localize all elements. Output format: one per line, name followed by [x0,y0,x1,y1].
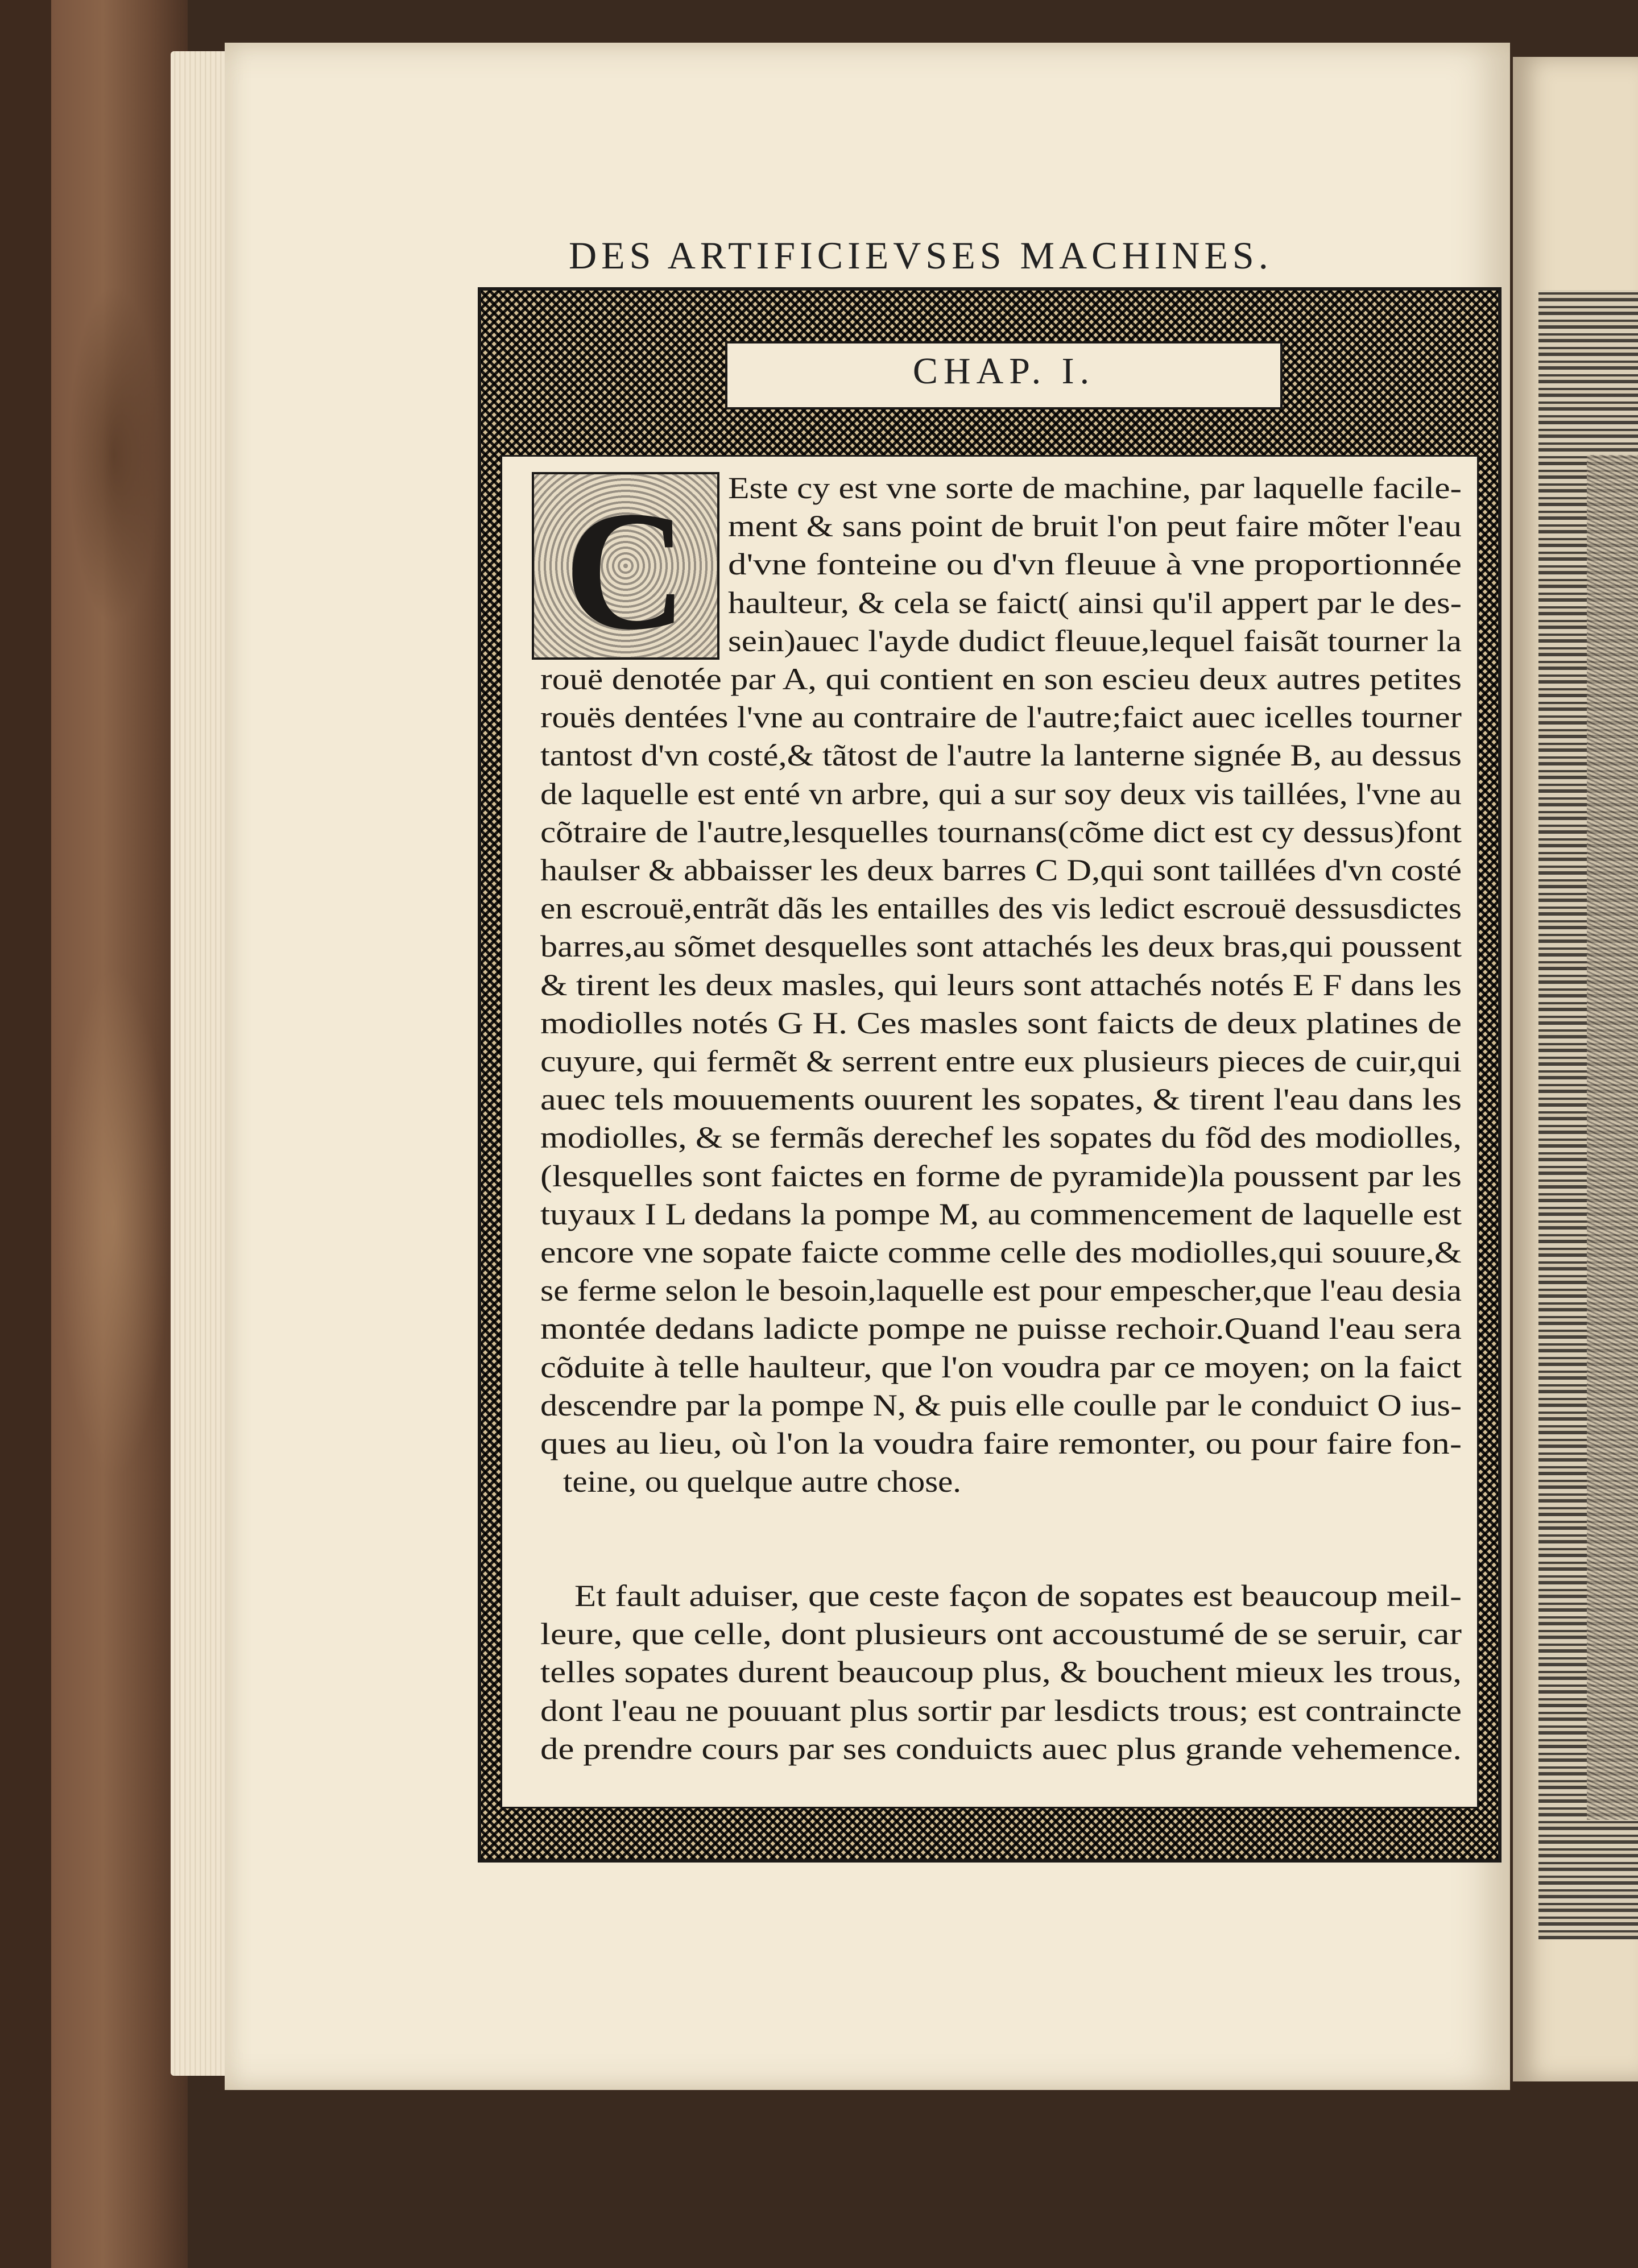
text-line: auec tels mouuements ouurent les sopates, & tirent l'eau dans les [540,1082,1462,1117]
text-line: rouës dentées l'vne au contraire de l'autre;faict auec icelles tourner [540,700,1462,735]
text-line: de laquelle est enté vn arbre, qui a sur soy deux vis taillées, l'vne au [540,776,1462,811]
text-line: modiolles, & se fermãs derechef les sopates du fõd des modiolles, [540,1120,1462,1155]
text-line: sein)auec l'ayde dudict fleuue,lequel faisãt tourner la [728,623,1462,658]
text-line: se ferme selon le besoin,laquelle est pour empescher,que l'eau desia [540,1273,1462,1308]
text-line: leure, que celle, dont plusieurs ont accoustumé de se seruir, car [540,1617,1462,1652]
text-line: haulteur, & cela se faict( ainsi qu'il appert par le des- [728,585,1462,620]
text-line: tantost d'vn costé,& tãtost de l'autre la lanterne signée B, au dessus [540,738,1462,773]
text-line: cõtraire de l'autre,lesquelles tournans(cõme dict est cy dessus)font [540,814,1462,849]
text-line: d'vne fonteine ou d'vn fleuue à vne proportionnée [728,547,1462,582]
running-title: DES ARTIFICIEVSES MACHINES. [569,234,1273,277]
text-line: Et fault aduiser, que ceste façon de sopates est beaucoup meil- [574,1579,1462,1613]
text-line: cõduite à telle haulteur, que l'on voudra par ce moyen; on la faict [540,1350,1462,1384]
text-line: montée dedans ladicte pompe ne puisse rechoir.Quand l'eau sera [540,1311,1462,1346]
text-line: en escrouë,entrãt dãs les entailles des vis ledict escrouë dessusdictes [540,891,1462,926]
text-line: descendre par la pompe N, & puis elle coulle par le conduict O ius- [540,1388,1462,1422]
cover-edge [0,0,51,2268]
text-line: teine, ou quelque autre chose. [563,1464,961,1499]
decorated-initial [532,472,719,660]
text-line: ment & sans point de bruit l'on peut faire mõter l'eau [728,509,1462,544]
text-line: Este cy est vne sorte de machine, par laquelle facile- [728,471,1462,505]
cover-shadow [68,284,159,626]
text-line: telles sopates durent beaucoup plus, & bouchent mieux les trous, [540,1655,1462,1690]
text-line: ques au lieu, où l'on la voudra faire remonter, ou pour faire fon- [540,1426,1462,1460]
text-line: encore vne sopate faicte comme celle des modiolles,qui souure,& [540,1235,1462,1269]
text-line: (lesquelles sont faictes en forme de pyramide)la poussent par les [540,1158,1462,1193]
text-line: modiolles notés G H. Ces masles sont faicts de deux platines de [540,1005,1462,1040]
text-line: dont l'eau ne pouuant plus sortir par lesdicts trous; est contraincte [540,1693,1462,1728]
text-line: de prendre cours par ses conduicts auec plus grande vehemence. [540,1731,1462,1766]
text-line: barres,au sõmet desquelles sont attachés les deux bras,qui poussent [540,929,1462,964]
text-line: tuyaux I L dedans la pompe M, au commencement de laquelle est [540,1197,1462,1231]
cover-stain [57,967,171,1479]
text-line: rouë denotée par A, qui contient en son escieu deux autres petites [540,662,1462,696]
initial-letter: C [564,476,688,657]
chapter-heading: CHAP. I. [912,350,1095,392]
text-line: haulser & abbaisser les deux barres C D,qui sont taillées d'vn costé [540,853,1462,887]
facing-page-engraving [1587,455,1638,1820]
initial-letter-graphic [534,474,717,657]
text-line: cuyure, qui fermẽt & serrent entre eux plusieurs pieces de cuir,qui [540,1044,1462,1078]
page-edges [171,51,233,2076]
text-line: & tirent les deux masles, qui leurs sont attachés notés E F dans les [540,967,1462,1002]
